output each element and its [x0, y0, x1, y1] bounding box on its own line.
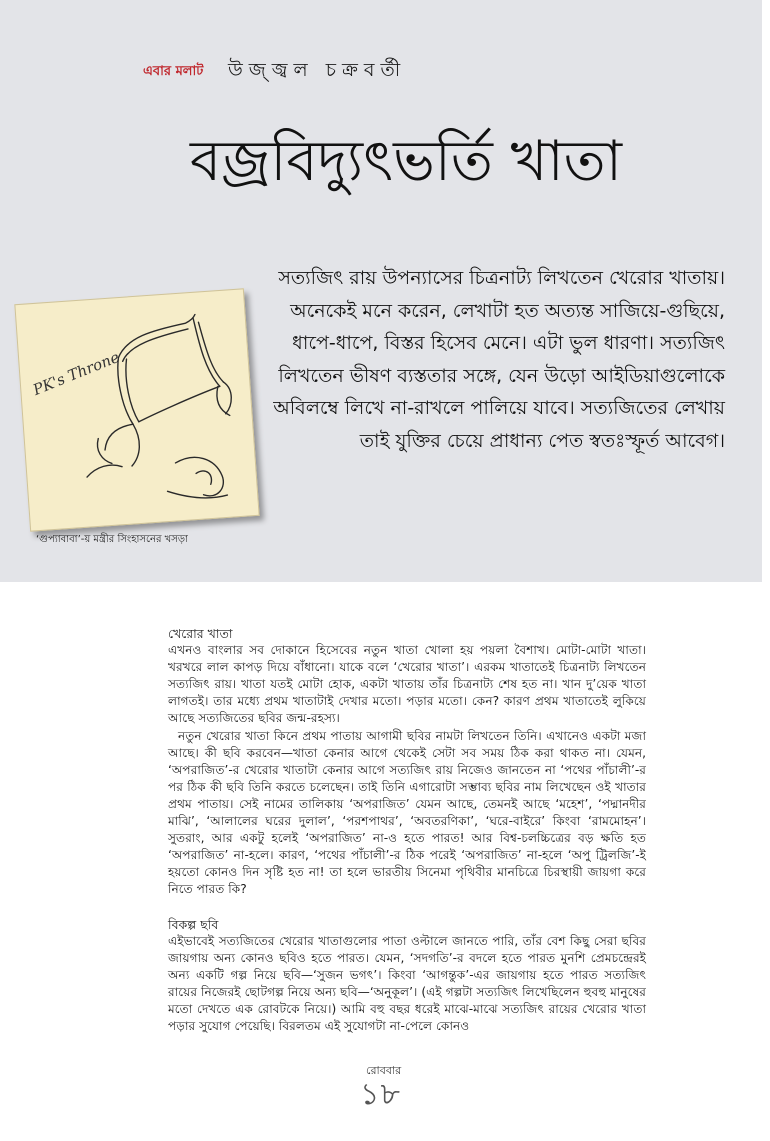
section-heading-bikalpa-chhobi: বিকল্প ছবি	[168, 916, 219, 932]
article-paragraph: নতুন খেরোর খাতা কিনে প্রথম পাতায় আগামী ছবির নামটা লিখতেন তিনি। এখানেও একটা মজা আছে। কী ছবি করবেন—খাতা কেনার আগে থেকেই সেটা সব সময় ঠিক করা থাকত না। যেমন, ‘অপরাজিত’-র খেরোর খাতাটা কেনার আগে সত্যজিৎ রায় নিজেও জানতেন না ‘পথের পাঁচালী’-র পর ঠিক কী ছবি তিনি করতে চলেছেন। তাই তিনি এগারোটা সম্ভাব্য ছবির নাম লিখেছেন ওই খাতার প্রথম পাতায়। সেই নামের তালিকায় ‘অপরাজিত’ যেমন আছে, তেমনই আছে ‘মহেশ’, ‘পদ্মানদীর মাঝি’, ‘আলালের ঘরের দুলাল’, ‘পরশপাথর’, ‘অবতরণিকা’, ‘ঘরে-বাইরে’ কিংবা ‘রামমোহন’। সুতরাং, আর একটু হলেই ‘অপরাজিত’ না-ও হতে পারত! আর বিশ্ব-চলচ্চিত্রের বড় ক্ষতি হত ‘অপরাজিত’ না-হলে। কারণ, ‘পথের পাঁচালী’-র ঠিক পরেই ‘অপরাজিত’ না-হলে ‘অপু ট্রিলজি’-ই হয়তো কোনও দিন সৃষ্টি হত না! তা হলে ভারতীয় সিনেমা পৃথিবীর মানচিত্রে চিরস্থায়ী জায়গা করে নিতে পারত কি?	[168, 728, 646, 897]
page-edge	[762, 0, 770, 1141]
article-paragraph: এখনও বাংলার সব দোকানে হিসেবের নতুন খাতা খোলা হয় পয়লা বৈশাখ। মোটা-মোটা খাতা। খরখরে লাল কাপড় দিয়ে বাঁধানো। যাকে বলে ‘খেরোর খাতা’। এরকম খাতাতেই চিত্রনাট্য লিখতেন সত্যজিৎ রায়। খাতা যতই মোটা হোক, একটা খাতায় তাঁর চিত্রনাট্য শেষ হত না। খান দু’য়েক খাতা লাগতই। তার মধ্যে প্রথম খাতাটাই দেখার মতো। পড়ার মতো। কেন? কারণ প্রথম খাতাতেই লুকিয়ে আছে সত্যজিতের ছবির জন্ম-রহস্য।	[168, 643, 646, 726]
section-kicker: এবার মলাট	[143, 64, 204, 79]
article-title: বজ্রবিদ্যুৎভর্তি খাতা	[190, 129, 622, 194]
magazine-name: রোববার	[366, 1064, 402, 1077]
section-spacer	[168, 899, 646, 916]
image-caption: ‘গুপ্যাবাবা’-য় মন্ত্রীর সিংহাসনের খসড়া	[36, 534, 188, 545]
intro-paragraph: সত্যজিৎ রায় উপন্যাসের চিত্রনাট্য লিখতেন খেরোর খাতায়। অনেকেই মনে করেন, লেখাটা হত অত্যন্ত সাজিয়ে-গুছিয়ে, ধাপে-ধাপে, বিস্তর হিসেব মেনে। এটা ভুল ধারণা। সত্যজিৎ লিখতেন ভীষণ ব্যস্ততার সঙ্গে, যেন উড়ো আইডিয়াগুলোকে অবিলম্বে লিখে না-রাখলে পালিয়ে যাবে। সত্যজিতের লেখায় তাই যুক্তির চেয়ে প্রাধান্য পেত স্বতঃস্ফূর্ত আবেগ।	[273, 267, 725, 452]
sketch-drawing	[15, 289, 258, 530]
article-body	[168, 625, 646, 1035]
throne-sketch-image	[14, 288, 259, 531]
section-heading-khero-khata: খেরোর খাতা	[168, 626, 233, 641]
article-paragraph: এইভাবেই সত্যজিতের খেরোর খাতাগুলোর পাতা ওল্টালে জানতে পারি, তাঁর বেশ কিছু সেরা ছবির জায়গায় অন্য কোনও ছবিও হতে পারত। যেমন, ‘সদগতি’-র বদলে হতে পারত মুনশি প্রেমচন্দ্রেরই অন্য একটি গল্প নিয়ে ছবি—‘সুজন ভগৎ’। কিংবা ‘আগন্তুক’-এর জায়গায় হতে পারত সত্যজিৎ রায়ের নিজেরই ছোটগল্প নিয়ে অন্য ছবি—‘অনুকূল’। (এই গল্পটা সত্যজিৎ লিখেছিলেন হুবহু মানুষের মতো দেখতে এক রোবটকে নিয়ে।) আমি বহু বছর ধরেই মাঝে-মাঝে সত্যজিৎ রায়ের খেরোর খাতা পড়ার সুযোগ পেয়েছি। বিরলতম এই সুযোগটা না-পেলে কোনও	[168, 933, 646, 1034]
page-number: ১৮	[360, 1077, 401, 1112]
sketch-label: PK's Throne	[30, 347, 122, 399]
author-name: উজ্জ্বল চক্রবর্তী	[228, 59, 407, 81]
